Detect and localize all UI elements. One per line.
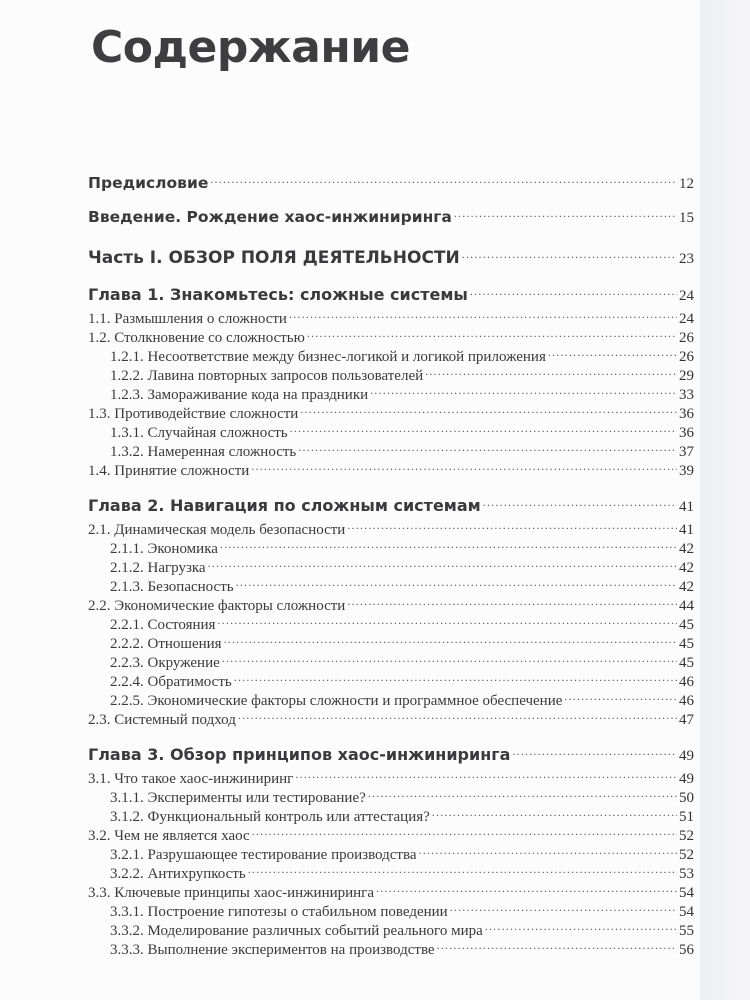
- toc-entry-chapter-3[interactable]: [88, 744, 694, 765]
- dot-leader: [419, 843, 677, 859]
- toc-entry-label: 1.1. Размышления о сложности: [88, 311, 287, 327]
- toc-entry[interactable]: [88, 767, 694, 788]
- toc-entry-label: 3.2.1. Разрушающее тестирование производства: [88, 847, 419, 864]
- toc-page-number: 54: [679, 885, 694, 901]
- dot-leader: [548, 345, 677, 361]
- toc-page-number: 46: [679, 693, 694, 709]
- toc-page-number: 51: [679, 809, 694, 825]
- dot-leader: [298, 440, 677, 456]
- toc-page-number: 44: [679, 598, 694, 614]
- toc-page-number: 24: [679, 311, 694, 327]
- dot-leader: [376, 881, 677, 897]
- toc-entry[interactable]: [88, 843, 694, 864]
- toc-page-number: 36: [679, 425, 694, 441]
- toc-entry-label: 3.2. Чем не является хаос: [88, 828, 250, 844]
- toc-entry-preface[interactable]: [88, 172, 694, 193]
- toc-entry-label: Предисловие: [88, 174, 209, 192]
- toc-entry-introduction[interactable]: [88, 206, 694, 227]
- toc-entry-label: 1.2. Столкновение со сложностью: [88, 330, 305, 346]
- toc-entry-label: 3.3. Ключевые принципы хаос-инжиниринга: [88, 885, 374, 901]
- dot-leader: [290, 421, 677, 437]
- dot-leader: [220, 537, 677, 553]
- toc-page-number: 26: [679, 330, 694, 346]
- toc-page-number: 41: [679, 499, 694, 515]
- toc-entry[interactable]: [88, 900, 694, 921]
- dot-leader: [437, 938, 677, 954]
- dot-leader: [483, 495, 677, 511]
- toc-entry-label: Глава 3. Обзор принципов хаос-инжиниринга: [88, 745, 511, 764]
- toc-page-number: 42: [679, 541, 694, 557]
- toc-entry-label: 3.1.2. Функциональный контроль или аттестация?: [88, 809, 432, 826]
- dot-leader: [210, 172, 677, 188]
- dot-leader: [289, 307, 677, 323]
- dot-leader: [252, 824, 677, 840]
- toc-entry-label: 2.1.1. Экономика: [88, 541, 220, 558]
- toc-entry[interactable]: [88, 919, 694, 940]
- toc-page-number: 24: [679, 288, 694, 304]
- toc-page-number: 42: [679, 560, 694, 576]
- toc-entry-label: Часть I. ОБЗОР ПОЛЯ ДЕЯТЕЛЬНОСТИ: [88, 248, 460, 268]
- dot-leader: [564, 689, 677, 705]
- toc-entry[interactable]: [88, 805, 694, 826]
- dot-leader: [462, 247, 677, 263]
- toc-page-number: 42: [679, 579, 694, 595]
- toc-entry[interactable]: [88, 326, 694, 347]
- toc-entry[interactable]: [88, 421, 694, 442]
- toc-page-number: 41: [679, 522, 694, 538]
- dot-leader: [432, 805, 677, 821]
- toc-entry-label: 1.2.3. Замораживание кода на праздники: [88, 387, 370, 404]
- toc-entry[interactable]: [88, 307, 694, 328]
- toc-entry-label: 1.2.2. Лавина повторных запросов пользователей: [88, 368, 425, 385]
- dot-leader: [512, 744, 677, 760]
- toc-entry[interactable]: [88, 670, 694, 691]
- toc-page-number: 52: [679, 828, 694, 844]
- toc-entry-chapter-2[interactable]: [88, 495, 694, 516]
- toc-page-number: 46: [679, 674, 694, 690]
- dot-leader: [300, 402, 677, 418]
- dot-leader: [307, 326, 677, 342]
- toc-entry-label: 3.3.3. Выполнение экспериментов на производстве: [88, 942, 437, 959]
- toc-entry-label: 2.2.5. Экономические факторы сложности и программное обеспечение: [88, 693, 564, 710]
- toc-entry-label: 2.2.2. Отношения: [88, 636, 224, 653]
- toc-entry-label: 2.2. Экономические факторы сложности: [88, 598, 346, 614]
- toc-entry[interactable]: [88, 786, 694, 807]
- toc-page-number: 36: [679, 406, 694, 422]
- toc-entry-label: 2.1.2. Нагрузка: [88, 560, 208, 577]
- toc-entry-label: 3.1. Что такое хаос-инжиниринг: [88, 771, 294, 787]
- toc-entry[interactable]: [88, 364, 694, 385]
- toc-entry-label: 1.4. Принятие сложности: [88, 463, 250, 479]
- dot-leader: [425, 364, 677, 380]
- toc-page-number: 50: [679, 790, 694, 806]
- toc-entry-label: 3.3.1. Построение гипотезы о стабильном поведении: [88, 904, 450, 921]
- toc-page-number: 45: [679, 655, 694, 671]
- dot-leader: [248, 862, 677, 878]
- dot-leader: [450, 900, 677, 916]
- toc-entry-label: Глава 1. Знакомьтесь: сложные системы: [88, 285, 468, 304]
- toc-entry[interactable]: [88, 440, 694, 461]
- toc-entry-chapter-1[interactable]: [88, 284, 694, 305]
- toc-entry-label: 1.3. Противодействие сложности: [88, 406, 299, 422]
- page-title: Содержание: [91, 22, 410, 73]
- toc-entry[interactable]: [88, 824, 694, 845]
- dot-leader: [251, 459, 677, 475]
- toc-entry-part-1[interactable]: [88, 247, 694, 268]
- toc-entry-label: 3.2.2. Антихрупкость: [88, 866, 248, 883]
- dot-leader: [222, 651, 677, 667]
- toc-entry[interactable]: [88, 632, 694, 653]
- toc-page-number: 45: [679, 636, 694, 652]
- toc-entry-label: Введение. Рождение хаос-инжиниринга: [88, 208, 452, 226]
- toc-page-number: 26: [679, 349, 694, 365]
- toc-page-number: 55: [679, 923, 694, 939]
- dot-leader: [485, 919, 677, 935]
- toc-entry[interactable]: [88, 537, 694, 558]
- dot-leader: [295, 767, 677, 783]
- toc-entry[interactable]: [88, 518, 694, 539]
- page-edge-shadow: [700, 0, 750, 1000]
- toc-entry[interactable]: [88, 402, 694, 423]
- toc-entry-label: 3.1.1. Эксперименты или тестирование?: [88, 790, 368, 807]
- toc-entry-label: 3.3.2. Моделирование различных событий реального мира: [88, 923, 485, 940]
- toc-entry-label: 2.2.1. Состояния: [88, 617, 217, 634]
- toc-entry-label: Глава 2. Навигация по сложным системам: [88, 496, 481, 515]
- dot-leader: [454, 206, 677, 222]
- toc-page-number: 23: [679, 251, 694, 267]
- toc-entry-label: 2.2.3. Окружение: [88, 655, 222, 672]
- toc-entry-label: 1.3.2. Намеренная сложность: [88, 444, 298, 461]
- toc-page-number: 33: [679, 387, 694, 403]
- toc-entry[interactable]: [88, 881, 694, 902]
- toc-page-number: 45: [679, 617, 694, 633]
- toc-entry-label: 2.3. Системный подход: [88, 712, 236, 728]
- dot-leader: [234, 670, 677, 686]
- toc-entry[interactable]: [88, 575, 694, 596]
- dot-leader: [347, 518, 677, 534]
- toc-entry[interactable]: [88, 556, 694, 577]
- toc-page-number: 52: [679, 847, 694, 863]
- toc-page-number: 29: [679, 368, 694, 384]
- dot-leader: [238, 708, 677, 724]
- toc-page-number: 39: [679, 463, 694, 479]
- toc-page-number: 37: [679, 444, 694, 460]
- dot-leader: [224, 632, 677, 648]
- toc-entry[interactable]: [88, 594, 694, 615]
- toc-entry[interactable]: [88, 689, 694, 710]
- dot-leader: [470, 284, 677, 300]
- dot-leader: [217, 613, 677, 629]
- toc-entry[interactable]: [88, 345, 694, 366]
- toc-entry[interactable]: [88, 383, 694, 404]
- toc-page-number: 49: [679, 748, 694, 764]
- toc-entry-label: 2.1. Динамическая модель безопасности: [88, 522, 346, 538]
- toc-entry[interactable]: [88, 862, 694, 883]
- toc-page-number: 47: [679, 712, 694, 728]
- toc-entry[interactable]: [88, 938, 694, 959]
- dot-leader: [208, 556, 677, 572]
- toc-page-number: 53: [679, 866, 694, 882]
- toc-entry[interactable]: [88, 651, 694, 672]
- dot-leader: [236, 575, 677, 591]
- toc-page-number: 49: [679, 771, 694, 787]
- toc-entry[interactable]: [88, 459, 694, 480]
- toc-page-number: 56: [679, 942, 694, 958]
- toc-entry[interactable]: [88, 708, 694, 729]
- dot-leader: [347, 594, 677, 610]
- toc-entry[interactable]: [88, 613, 694, 634]
- toc-entry-label: 2.2.4. Обратимость: [88, 674, 234, 691]
- toc-entry-label: 1.3.1. Случайная сложность: [88, 425, 290, 442]
- toc-entry-label: 2.1.3. Безопасность: [88, 579, 236, 596]
- dot-leader: [370, 383, 677, 399]
- toc-page-number: 54: [679, 904, 694, 920]
- toc-page-number: 12: [679, 176, 694, 192]
- dot-leader: [368, 786, 677, 802]
- toc-page-number: 15: [679, 210, 694, 226]
- toc-entry-label: 1.2.1. Несоответствие между бизнес-логикой и логикой приложения: [88, 349, 548, 366]
